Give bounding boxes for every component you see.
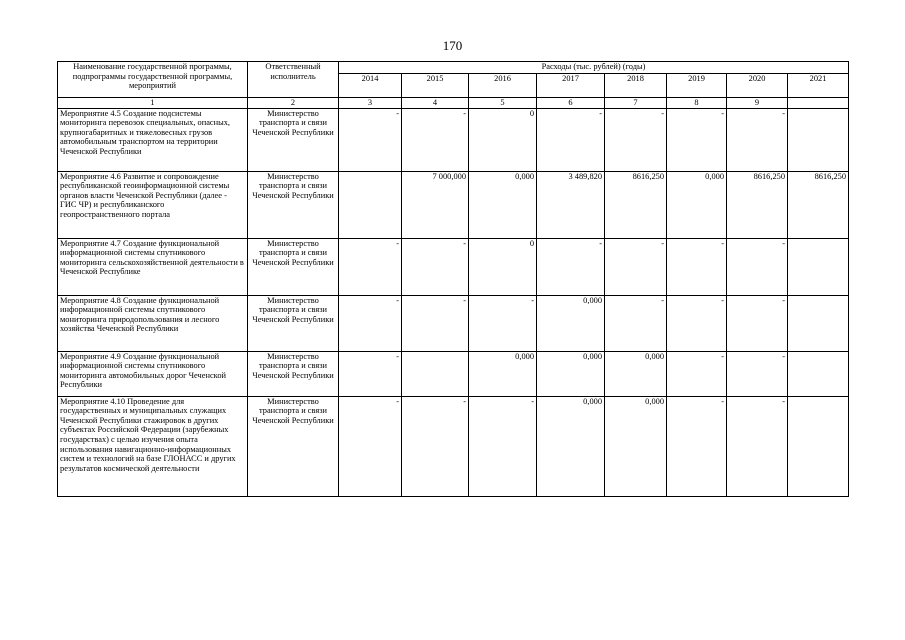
executor-cell: Министерство транспорта и связи Чеченской Республики bbox=[248, 238, 339, 295]
value-cell: - bbox=[402, 295, 469, 351]
value-cell: - bbox=[339, 351, 402, 396]
value-cell: - bbox=[402, 108, 469, 171]
value-cell: 3 489,820 bbox=[537, 171, 605, 238]
value-cell: - bbox=[469, 295, 537, 351]
value-cell: 0,000 bbox=[605, 396, 667, 496]
value-cell: 0 bbox=[469, 238, 537, 295]
measure-name-cell: Мероприятие 4.9 Создание функциональной информационной системы спутникового мониторинга автомобильных дорог Чеченской Республики bbox=[58, 351, 248, 396]
value-cell: - bbox=[667, 295, 727, 351]
value-cell: 0 bbox=[469, 108, 537, 171]
value-cell: - bbox=[727, 238, 788, 295]
header-executor-column: Ответственный исполнитель bbox=[248, 62, 339, 98]
value-cell bbox=[788, 351, 849, 396]
value-cell: 0,000 bbox=[469, 171, 537, 238]
page-number: 170 bbox=[442, 38, 463, 53]
table-row bbox=[58, 238, 849, 295]
value-cell: 0,000 bbox=[605, 351, 667, 396]
executor-cell: Министерство транспорта и связи Чеченской Республики bbox=[248, 108, 339, 171]
measure-name-cell: Мероприятие 4.6 Развитие и сопровождение республиканской геоинформационной системы органов власти Чеченской Республики (далее - ГИС ЧР) и республиканского геопространственного портала bbox=[58, 171, 248, 238]
column-number bbox=[788, 98, 849, 109]
value-cell bbox=[788, 238, 849, 295]
measure-name-cell: Мероприятие 4.7 Создание функциональной информационной системы спутникового мониторинга сельскохозяйственной деятельности в Чеченской Республике bbox=[58, 238, 248, 295]
executor-cell: Министерство транспорта и связи Чеченской Республики bbox=[248, 351, 339, 396]
header-year: 2021 bbox=[788, 74, 849, 98]
value-cell: 0,000 bbox=[469, 351, 537, 396]
value-cell: - bbox=[667, 108, 727, 171]
value-cell: - bbox=[727, 295, 788, 351]
header-year: 2017 bbox=[537, 74, 605, 98]
column-number: 8 bbox=[667, 98, 727, 109]
value-cell: - bbox=[537, 238, 605, 295]
value-cell: - bbox=[339, 295, 402, 351]
header-expenses-group: Расходы (тыс. рублей) (годы) bbox=[339, 62, 849, 74]
budget-table bbox=[57, 61, 849, 497]
column-number: 6 bbox=[537, 98, 605, 109]
value-cell: - bbox=[339, 396, 402, 496]
value-cell: 0,000 bbox=[667, 171, 727, 238]
column-number: 4 bbox=[402, 98, 469, 109]
value-cell: - bbox=[727, 396, 788, 496]
value-cell: 0,000 bbox=[537, 351, 605, 396]
value-cell: - bbox=[339, 108, 402, 171]
value-cell: 0,000 bbox=[537, 295, 605, 351]
measure-name-cell: Мероприятие 4.5 Создание подсистемы мониторинга перевозок специальных, опасных, крупногабаритных и тяжеловесных грузов автомобильным транспортом на территории Чеченской Республики bbox=[58, 108, 248, 171]
value-cell: - bbox=[727, 108, 788, 171]
header-year: 2018 bbox=[605, 74, 667, 98]
value-cell: - bbox=[402, 396, 469, 496]
column-number: 2 bbox=[248, 98, 339, 109]
value-cell: - bbox=[667, 351, 727, 396]
table-row bbox=[58, 295, 849, 351]
value-cell: - bbox=[727, 351, 788, 396]
header-year: 2019 bbox=[667, 74, 727, 98]
column-number: 1 bbox=[58, 98, 248, 109]
measure-name-cell: Мероприятие 4.8 Создание функциональной информационной системы спутникового мониторинга природопользования и лесного хозяйства Чеченской Республики bbox=[58, 295, 248, 351]
value-cell bbox=[788, 396, 849, 496]
executor-cell: Министерство транспорта и связи Чеченской Республики bbox=[248, 171, 339, 238]
value-cell: - bbox=[469, 396, 537, 496]
header-year: 2014 bbox=[339, 74, 402, 98]
value-cell bbox=[788, 295, 849, 351]
value-cell: - bbox=[339, 238, 402, 295]
header-year: 2020 bbox=[727, 74, 788, 98]
table-row bbox=[58, 351, 849, 396]
column-number: 7 bbox=[605, 98, 667, 109]
value-cell: 0,000 bbox=[537, 396, 605, 496]
value-cell: 7 000,000 bbox=[402, 171, 469, 238]
header-name-column: Наименование государственной программы, подпрограммы государственной программы, мероприятий bbox=[58, 62, 248, 98]
table-row bbox=[58, 171, 849, 238]
value-cell: - bbox=[605, 108, 667, 171]
value-cell: 8616,250 bbox=[727, 171, 788, 238]
value-cell: 8616,250 bbox=[788, 171, 849, 238]
column-number: 3 bbox=[339, 98, 402, 109]
value-cell: - bbox=[402, 238, 469, 295]
table-row bbox=[58, 108, 849, 171]
value-cell: 8616,250 bbox=[605, 171, 667, 238]
column-number: 5 bbox=[469, 98, 537, 109]
value-cell bbox=[402, 351, 469, 396]
value-cell: - bbox=[667, 396, 727, 496]
executor-cell: Министерство транспорта и связи Чеченской Республики bbox=[248, 295, 339, 351]
header-year: 2015 bbox=[402, 74, 469, 98]
value-cell: - bbox=[605, 295, 667, 351]
value-cell: - bbox=[605, 238, 667, 295]
value-cell bbox=[788, 108, 849, 171]
value-cell bbox=[339, 171, 402, 238]
header-year: 2016 bbox=[469, 74, 537, 98]
column-number: 9 bbox=[727, 98, 788, 109]
measure-name-cell: Мероприятие 4.10 Проведение для государственных и муниципальных служащих Чеченской Республики стажировок в других субъектах Российской Федерации (зарубежных государствах) с целью изучения опыта использования навигационно-информационных систем и технологий на базе ГЛОНАСС и других результатов космической деятельности bbox=[58, 396, 248, 496]
executor-cell: Министерство транспорта и связи Чеченской Республики bbox=[248, 396, 339, 496]
value-cell: - bbox=[537, 108, 605, 171]
table-row bbox=[58, 396, 849, 496]
value-cell: - bbox=[667, 238, 727, 295]
